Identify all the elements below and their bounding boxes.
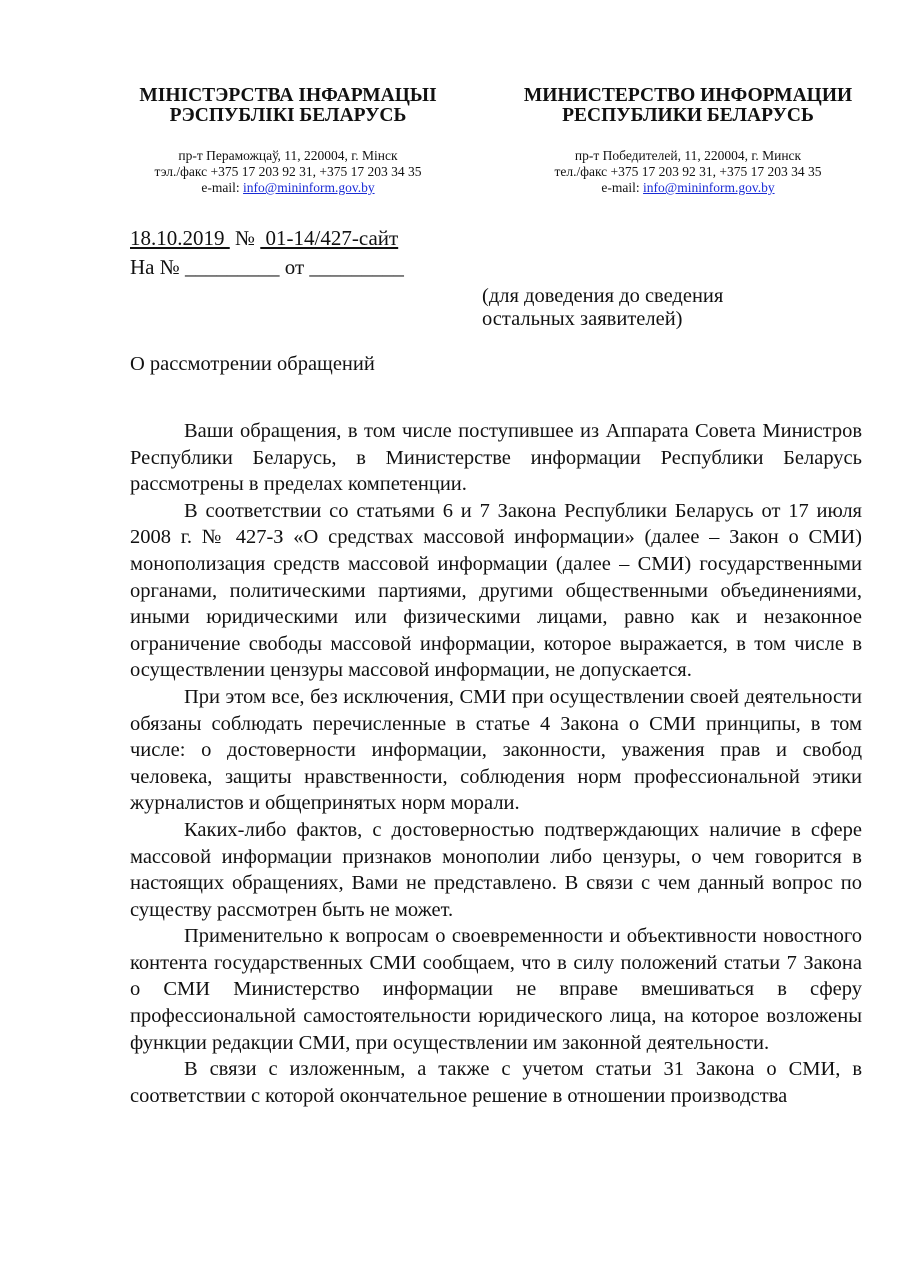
phone-be: тэл./факс +375 17 203 92 31, +375 17 203 34 35 bbox=[154, 164, 422, 179]
email-link-ru[interactable]: info@mininform.gov.by bbox=[643, 180, 775, 195]
subject: О рассмотрении обращений bbox=[130, 353, 375, 375]
reply-reference: На № _________ от _________ bbox=[130, 255, 404, 279]
letterhead-russian bbox=[498, 86, 878, 196]
registration-block bbox=[130, 224, 404, 282]
email-link-be[interactable]: info@mininform.gov.by bbox=[243, 180, 375, 195]
paragraph: Каких-либо фактов, с достоверностью подтверждающих наличие в сфере массовой информации признаков монополии либо цензуры, о чем говорится в настоящих обращениях, Вами не представлено. В связи с чем данный вопрос по существу рассмотрен быть не может. bbox=[130, 818, 862, 921]
recipient-note bbox=[482, 285, 723, 331]
paragraph: При этом все, без исключения, СМИ при осуществлении своей деятельности обязаны соблюдать перечисленные в статье 4 Закона о СМИ принципы, в том числе: о достоверности информации, законности, уважения прав и свобод человека, защиты нравственности, соблюдения норм профессиональной этики журналистов и общепринятых норм морали. bbox=[130, 685, 862, 815]
org-name-ru-line2: РЕСПУБЛИКИ БЕЛАРУСЬ bbox=[562, 105, 814, 126]
paragraph: Ваши обращения, в том числе поступившее из Аппарата Совета Министров Республики Беларусь, в Министерстве информации Республики Беларусь рассмотрены в пределах компетенции. bbox=[130, 420, 862, 496]
email-label-ru: e-mail: bbox=[601, 180, 644, 195]
letterhead-belarusian bbox=[98, 86, 478, 196]
number-sign: № bbox=[229, 226, 261, 250]
address-be: пр-т Пераможцаў, 11, 220004, г. Мінск bbox=[178, 148, 398, 163]
note-line1: (для доведения до сведения bbox=[482, 285, 724, 307]
org-name-ru-line1: МИНИСТЕРСТВО ИНФОРМАЦИИ bbox=[523, 85, 853, 106]
org-name-be-line2: РЭСПУБЛІКІ БЕЛАРУСЬ bbox=[169, 105, 407, 126]
phone-ru: тел./факс +375 17 203 92 31, +375 17 203 34 35 bbox=[554, 164, 822, 179]
email-label-be: e-mail: bbox=[201, 180, 244, 195]
org-name-be-line1: МІНІСТЭРСТВА ІНФАРМАЦЫІ bbox=[139, 85, 437, 106]
paragraph: В соответствии со статьями 6 и 7 Закона Республики Беларусь от 17 июля 2008 г. № 427-З «О средствах массовой информации» (далее – Закон о СМИ) монополизация средств массовой информации (далее – СМИ) государственными органами, политическими партиями, другими общественными объединениями, иными юридическими или физическими лицами, равно как и незаконное ограничение свободы массовой информации, которое выражается, в том числе в осуществлении цензуры массовой информации, не допускается. bbox=[130, 499, 862, 682]
document-date: 18.10.2019 bbox=[130, 226, 230, 250]
document-number: 01-14/427-сайт bbox=[260, 226, 399, 250]
note-line2: остальных заявителей) bbox=[482, 308, 683, 330]
paragraph: В связи с изложенным, а также с учетом статьи 31 Закона о СМИ, в соответствии с которой окончательное решение в отношении производства bbox=[130, 1058, 862, 1107]
letter-body bbox=[130, 418, 862, 1109]
paragraph: Применительно к вопросам о своевременности и объективности новостного контента государственных СМИ сообщаем, что в силу положений статьи 7 Закона о СМИ Министерство информации не вправе вмешиваться в сферу профессиональной самостоятельности юридического лица, на которое возложены функции редакции СМИ, при осуществлении им законной деятельности. bbox=[130, 925, 862, 1054]
address-ru: пр-т Победителей, 11, 220004, г. Минск bbox=[574, 148, 802, 163]
